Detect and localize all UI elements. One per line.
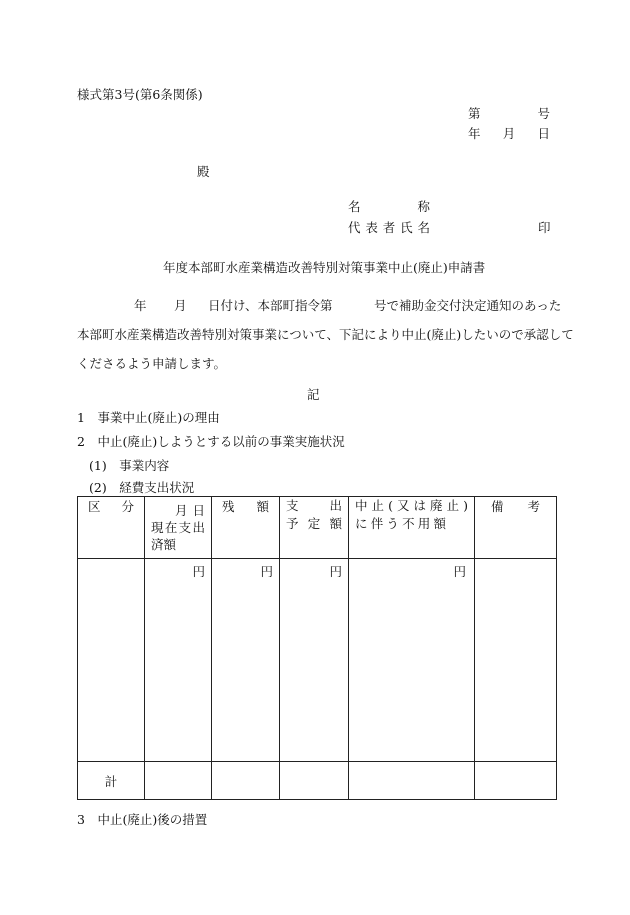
header-kubun (78, 497, 145, 559)
header-char: 止 (446, 498, 460, 513)
body-line1-rest: 号で補助金交付決定通知のあった (374, 298, 562, 313)
cell-planned (280, 559, 349, 762)
header-char: 中 (355, 498, 368, 513)
header-spent (145, 497, 212, 559)
rep-char: 者 (382, 220, 396, 235)
header-char: 支 (178, 520, 192, 535)
rep-char: 表 (365, 220, 378, 235)
date-line (468, 124, 550, 142)
header-char: 分 (121, 499, 134, 514)
header-char: 月 (175, 503, 188, 518)
item-1: 1 事業中止(廃止)の理由 (77, 410, 220, 425)
cell-total (212, 762, 280, 800)
header-char: 額 (433, 516, 446, 531)
rep-char: 氏 (400, 220, 413, 235)
cell-total (475, 762, 557, 800)
body-line2: 本部町水産業構造改善特別対策事業について、下記により中止(廃止)したいので承認して (77, 327, 574, 342)
cell-balance (212, 559, 280, 762)
applicant-name-label (348, 197, 430, 215)
cell-total (145, 762, 212, 800)
cell-spent (145, 559, 212, 762)
header-char: 備 (491, 499, 504, 514)
header-char: 又 (396, 498, 410, 513)
sub-item-1: (1) 事業内容 (89, 458, 170, 473)
addressee-honorific: 殿 (197, 164, 210, 179)
header-unused (349, 497, 475, 559)
header-char: は (413, 498, 427, 513)
rep-char: 代 (348, 220, 361, 235)
yen-unit: 円 (192, 564, 205, 579)
header-spent-line3: 済額 (151, 537, 177, 552)
yen-unit: 円 (260, 564, 273, 579)
header-char: う (386, 516, 399, 531)
form-number: 様式第3号(第6条関係) (77, 87, 203, 102)
expense-table (77, 496, 557, 800)
header-char: 現 (151, 520, 164, 535)
header-char: 支 (286, 498, 299, 513)
table-row (78, 559, 557, 762)
header-char: 定 (307, 516, 321, 531)
body-year: 年 (134, 298, 147, 313)
header-char: 止 (371, 498, 385, 513)
cell-unused (349, 559, 475, 762)
number-suffix: 号 (537, 106, 550, 121)
date-year: 年 (468, 126, 481, 141)
item-2: 2 中止(廃止)しようとする以前の事業実施状況 (77, 434, 345, 449)
item-3: 3 中止(廃止)後の措置 (77, 812, 208, 827)
header-char: 予 (286, 516, 299, 531)
sub-item-2: (2) 経費支出状況 (89, 480, 195, 495)
header-char: ( (388, 498, 393, 513)
header-char: 用 (417, 516, 431, 531)
rep-char: 名 (417, 220, 430, 235)
ki-heading: 記 (307, 387, 320, 402)
header-planned (280, 497, 349, 559)
header-char: 区 (88, 499, 101, 514)
header-char: 廃 (430, 498, 443, 513)
date-month: 月 (502, 126, 516, 141)
header-char: 出 (329, 498, 342, 513)
header-remarks (475, 497, 557, 559)
date-day: 日 (537, 126, 550, 141)
yen-unit: 円 (453, 564, 466, 579)
header-balance (212, 497, 280, 559)
representative-label (348, 218, 430, 236)
header-char: ) (463, 498, 468, 513)
header-char: 残 (222, 499, 235, 514)
total-label: 計 (104, 773, 118, 789)
document-number-line (468, 104, 550, 122)
body-day-directive: 日付け、本部町指令第 (208, 298, 333, 313)
cell-total (349, 762, 475, 800)
name-char-1: 名 (348, 199, 361, 214)
cell-remarks (475, 559, 557, 762)
body-line3: くださるよう申請します。 (77, 356, 227, 371)
header-char: に (355, 516, 368, 531)
header-char: 不 (402, 516, 415, 531)
cell-total (280, 762, 349, 800)
header-char: 日 (192, 503, 205, 518)
header-char: 考 (527, 499, 540, 514)
header-char: 在 (164, 520, 178, 535)
seal-mark: 印 (538, 220, 551, 235)
header-char: 額 (329, 516, 342, 531)
cell-kubun (78, 559, 145, 762)
cell-total-label (78, 762, 145, 800)
table-total-row (78, 762, 557, 800)
table-header-row (78, 497, 557, 559)
header-char: 伴 (370, 516, 384, 531)
number-prefix: 第 (468, 106, 481, 121)
name-char-2: 称 (417, 199, 430, 214)
header-char: 出 (192, 520, 205, 535)
body-month: 月 (174, 298, 187, 313)
yen-unit: 円 (329, 564, 342, 579)
document-title: 年度本部町水産業構造改善特別対策事業中止(廃止)申請書 (163, 260, 486, 275)
header-char: 額 (256, 499, 269, 514)
